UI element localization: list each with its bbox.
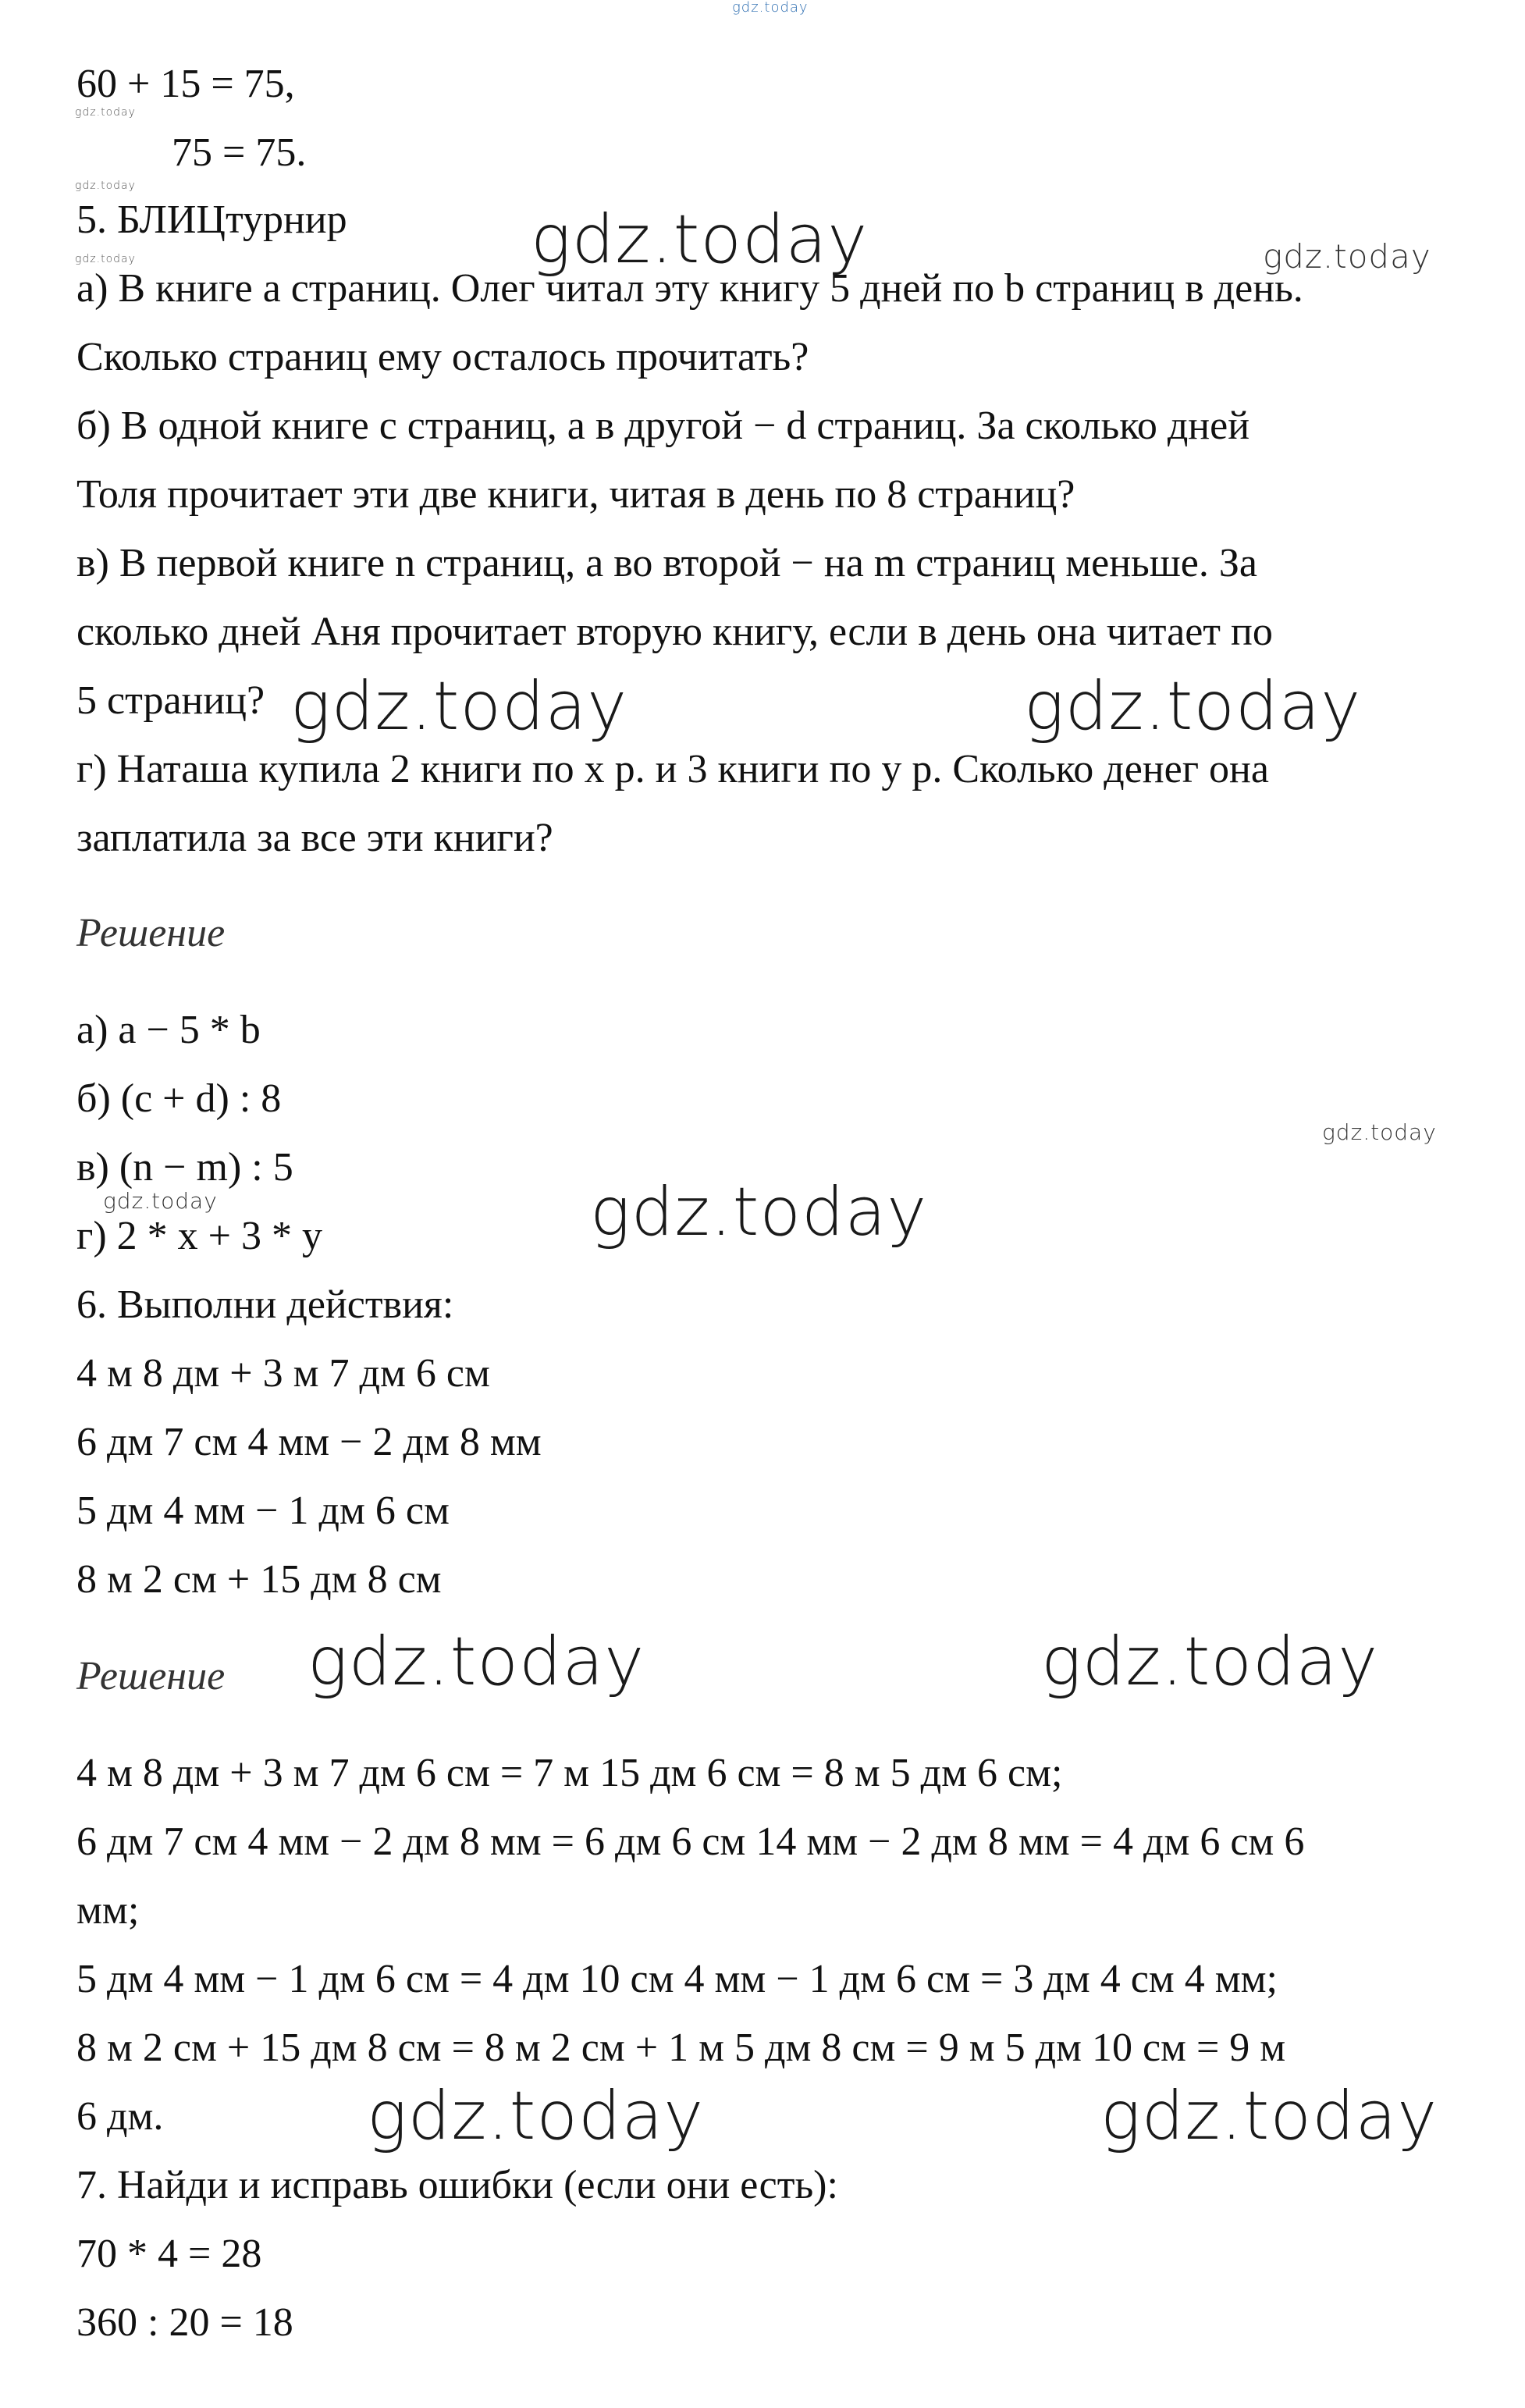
task-text: 5 страниц? bbox=[76, 678, 265, 723]
task-text: 5 дм 4 мм − 1 дм 6 см bbox=[76, 1489, 450, 1533]
watermark-large: gdz.today bbox=[307, 1623, 645, 1701]
task-text: б) В одной книге с страниц, а в другой − d страниц. За сколько дней bbox=[76, 404, 1250, 448]
task-text: 6 дм 7 см 4 мм − 2 дм 8 мм bbox=[76, 1420, 542, 1464]
task-text: 4 м 8 дм + 3 м 7 дм 6 см bbox=[76, 1351, 490, 1396]
solution-heading: Решение bbox=[76, 911, 226, 955]
watermark-large: gdz.today bbox=[1024, 667, 1362, 745]
solution-line: а) a − 5 * b bbox=[76, 1008, 261, 1052]
watermark-small: gdz.today bbox=[103, 1188, 218, 1214]
equation-line: 60 + 15 = 75, bbox=[76, 62, 295, 106]
task-text: сколько дней Аня прочитает вторую книгу, если в день она читает по bbox=[76, 610, 1273, 654]
task-text: заплатила за все эти книги? bbox=[76, 816, 553, 860]
solution-line: г) 2 * x + 3 * y bbox=[76, 1214, 322, 1258]
watermark-medium: gdz.today bbox=[1263, 237, 1431, 276]
solution-line: мм; bbox=[76, 1888, 140, 1933]
task-heading: 6. Выполни действия: bbox=[76, 1282, 454, 1327]
watermark-top: gdz.today bbox=[732, 0, 809, 16]
watermark-small: gdz.today bbox=[75, 180, 136, 192]
solution-line: 4 м 8 дм + 3 м 7 дм 6 см = 7 м 15 дм 6 см = 8 м 5 дм 6 см; bbox=[76, 1751, 1063, 1795]
task-heading: 5. БЛИЦтурнир bbox=[76, 197, 347, 242]
task-text: 8 м 2 см + 15 дм 8 см bbox=[76, 1557, 442, 1602]
task-text: г) Наташа купила 2 книги по х р. и 3 книги по у р. Сколько денег она bbox=[76, 747, 1269, 791]
task-heading: 7. Найди и исправь ошибки (если они есть): bbox=[76, 2163, 838, 2207]
solution-line: 8 м 2 см + 15 дм 8 см = 8 м 2 см + 1 м 5 дм 8 см = 9 м 5 дм 10 см = 9 м bbox=[76, 2026, 1286, 2070]
watermark-small: gdz.today bbox=[75, 253, 136, 265]
solution-line: 5 дм 4 мм − 1 дм 6 см = 4 дм 10 см 4 мм − 1 дм 6 см = 3 дм 4 см 4 мм; bbox=[76, 1957, 1278, 2001]
task-text: 70 * 4 = 28 bbox=[76, 2232, 262, 2276]
watermark-large: gdz.today bbox=[1041, 1623, 1379, 1701]
watermark-large: gdz.today bbox=[590, 1173, 928, 1251]
watermark-small: gdz.today bbox=[1322, 1119, 1437, 1145]
task-text: 360 : 20 = 18 bbox=[76, 2300, 293, 2345]
solution-line: 6 дм. bbox=[76, 2094, 164, 2139]
solution-line: 6 дм 7 см 4 мм − 2 дм 8 мм = 6 дм 6 см 14 мм − 2 дм 8 мм = 4 дм 6 см 6 bbox=[76, 1819, 1305, 1864]
watermark-large: gdz.today bbox=[531, 201, 869, 279]
task-text: в) В первой книге n страниц, а во второй − на m страниц меньше. За bbox=[76, 541, 1258, 585]
solution-line: в) (n − m) : 5 bbox=[76, 1145, 293, 1190]
solution-line: б) (c + d) : 8 bbox=[76, 1076, 282, 1121]
task-text: Сколько страниц ему осталось прочитать? bbox=[76, 335, 809, 379]
watermark-small: gdz.today bbox=[75, 106, 136, 119]
equation-line: 75 = 75. bbox=[172, 130, 307, 175]
task-text: Толя прочитает эти две книги, читая в день по 8 страниц? bbox=[76, 472, 1075, 517]
watermark-large: gdz.today bbox=[290, 667, 628, 745]
task-text: а) В книге а страниц. Олег читал эту книгу 5 дней по b страниц в день. bbox=[76, 266, 1303, 311]
solution-heading: Решение bbox=[76, 1654, 226, 1698]
watermark-large: gdz.today bbox=[1100, 2077, 1438, 2155]
watermark-large: gdz.today bbox=[367, 2077, 705, 2155]
